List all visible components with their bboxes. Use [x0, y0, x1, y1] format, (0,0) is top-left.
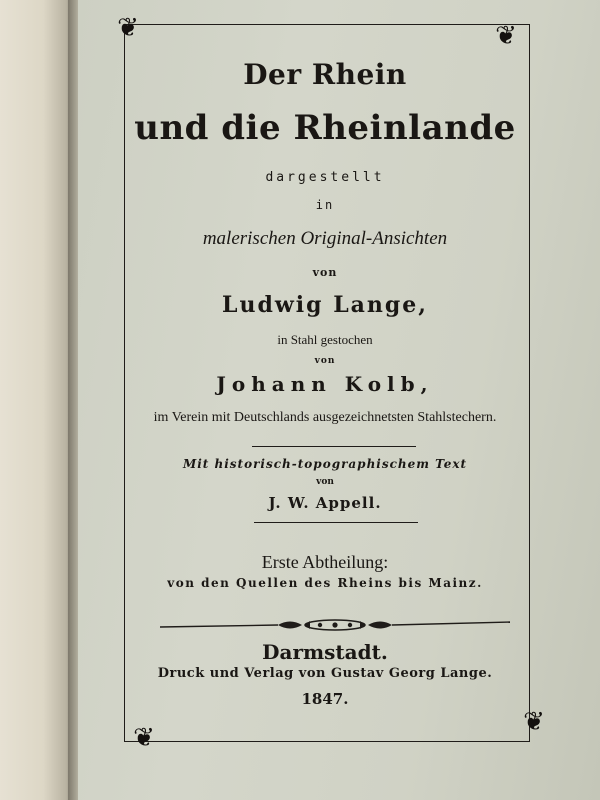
- part-description: von den Quellen des Rheins bis Mainz.: [167, 576, 483, 590]
- subtitle: malerischen Original-Ansichten: [202, 228, 448, 249]
- von-text: von: [316, 477, 334, 487]
- dargestellt-text: dargestellt: [265, 170, 385, 185]
- publication-place: Darmstadt.: [262, 640, 388, 664]
- title-line-2: und die Rheinlande: [134, 108, 516, 148]
- von-text: von: [312, 266, 338, 279]
- left-page-edge: [0, 0, 72, 800]
- corner-fleuron-icon: ❦: [133, 723, 155, 753]
- corner-fleuron-icon: ❦: [523, 707, 545, 737]
- in-text: in: [315, 198, 335, 212]
- corner-fleuron-icon: ❦: [117, 13, 139, 43]
- divider-rule: [252, 446, 416, 447]
- engraver-name: Johann Kolb,: [216, 372, 434, 396]
- title-line-1: Der Rhein: [243, 58, 407, 91]
- publication-year: 1847.: [301, 690, 349, 708]
- publisher-line: Druck und Verlag von Gustav Georg Lange.: [157, 666, 493, 681]
- von-text: von: [314, 356, 336, 366]
- engraving-note: in Stahl gestochen: [277, 332, 373, 347]
- corner-fleuron-icon: ❦: [495, 21, 517, 51]
- part-heading: Erste Abtheilung:: [261, 552, 389, 572]
- author-name: Ludwig Lange,: [222, 292, 428, 318]
- divider-rule: [254, 522, 418, 523]
- text-author: J. W. Appell.: [268, 494, 382, 512]
- ornamental-rule-icon: [160, 614, 510, 640]
- text-note: Mit historisch-topographischem Text: [182, 457, 468, 471]
- association-line: im Verein mit Deutschlands ausgezeichnetsten Stahlstechern.: [153, 410, 497, 425]
